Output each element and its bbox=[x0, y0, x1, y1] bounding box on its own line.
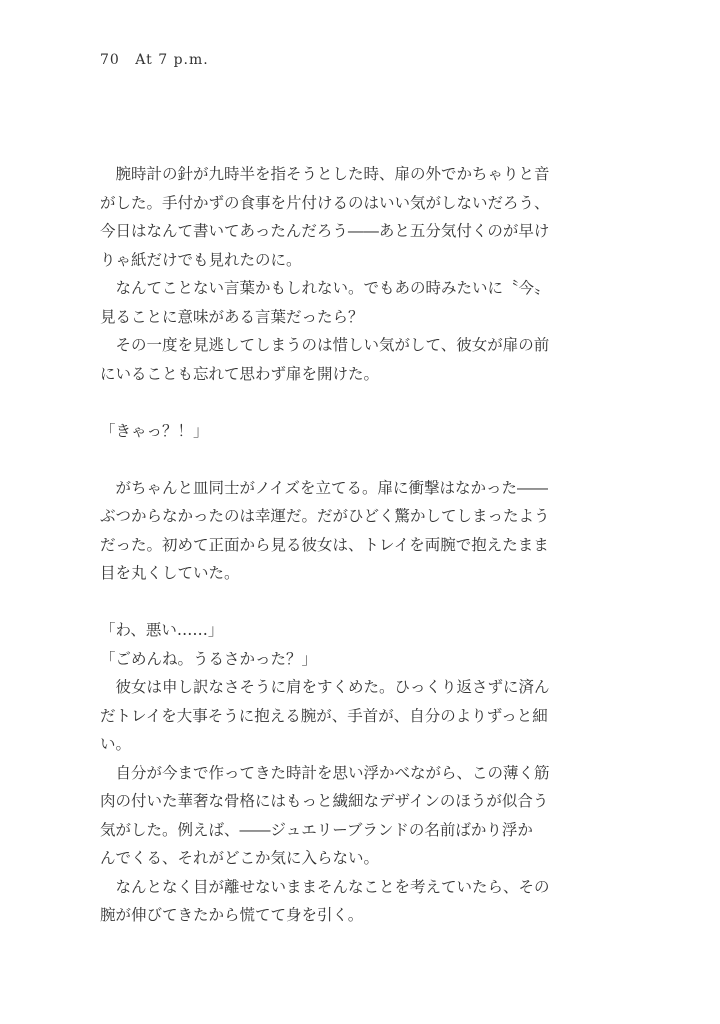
text-line: 今日はなんて書いてあったんだろう――あと五分気付くのが早け bbox=[100, 222, 550, 240]
text-line: その一度を見逃してしまうのは惜しい気がして、彼女が扉の前 bbox=[100, 336, 550, 354]
blank-line bbox=[100, 445, 570, 474]
running-title: At 7 p.m. bbox=[135, 52, 209, 68]
text-line: りゃ紙だけでも見れたのに。 bbox=[100, 250, 302, 269]
text-line: 肉の付いた華奢な骨格にはもっと繊細なデザインのほうが似合う bbox=[100, 792, 549, 810]
text-line: 腕が伸びてきたから慌てて身を引く。 bbox=[100, 906, 364, 924]
text-line: 「きゃっ？！」 bbox=[100, 421, 209, 440]
text-line: なんてことない言葉かもしれない。でもあの時みたいに〝今〟 bbox=[100, 279, 550, 297]
blank-line bbox=[100, 588, 570, 617]
text-line: がした。手付かずの食事を片付けるのはいい気がしないだろう、 bbox=[100, 193, 550, 212]
text-line: 「わ、悪い……」 bbox=[100, 621, 224, 639]
blank-line bbox=[100, 388, 570, 417]
text-line: 目を丸くしていた。 bbox=[100, 564, 240, 582]
text-line: い。 bbox=[100, 735, 132, 753]
text-line: んでくる、それがどこか気に入らない。 bbox=[100, 849, 380, 867]
text-line: 腕時計の針が九時半を指そうとした時、扉の外でかちゃりと音 bbox=[100, 165, 550, 183]
body-text bbox=[100, 160, 570, 930]
text-line: ぶつからなかったのは幸運だ。だがひどく驚かしてしまったよう bbox=[100, 507, 550, 525]
text-line: にいることも忘れて思わず扉を開けた。 bbox=[100, 364, 380, 383]
text-line: 彼女は申し訳なさそうに肩をすくめた。ひっくり返さずに済ん bbox=[100, 678, 550, 696]
text-line: だった。初めて正面から見る彼女は、トレイを両腕で抱えたまま bbox=[100, 535, 549, 554]
text-line: なんとなく目が離せないままそんなことを考えていたら、その bbox=[100, 877, 550, 896]
text-line: 見ることに意味がある言葉だったら？ bbox=[100, 307, 364, 326]
text-line: 気がした。例えば、――ジュエリーブランドの名前ばかり浮か bbox=[100, 820, 533, 839]
text-line: がちゃんと皿同士がノイズを立てる。扉に衝撃はなかった―― bbox=[100, 478, 548, 497]
page-number: 70 bbox=[100, 52, 120, 68]
page-header bbox=[100, 52, 209, 68]
text-line: 自分が今まで作ってきた時計を思い浮かべながら、この薄く筋 bbox=[100, 763, 550, 782]
text-line: だトレイを大事そうに抱える腕が、手首が、自分のよりずっと細 bbox=[100, 706, 548, 725]
text-line: 「ごめんね。うるさかった？」 bbox=[100, 649, 318, 668]
